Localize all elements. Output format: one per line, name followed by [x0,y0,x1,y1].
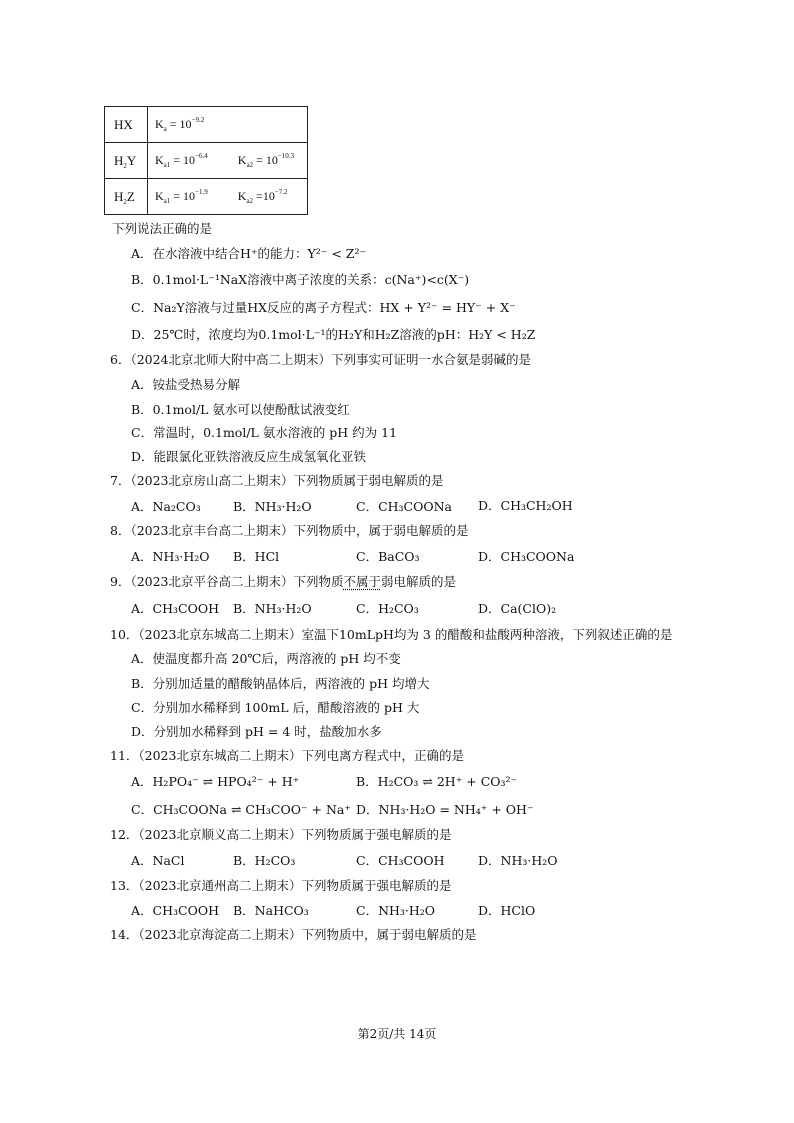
acid-name-hx: HX [105,107,148,143]
question-13-option-c[interactable]: C．NH₃·H₂O [356,903,436,918]
question-9-option-d[interactable]: D．Ca(ClO)₂ [478,601,557,616]
question-13-stem: 13．（2023北京通州高二上期末）下列物质属于强电解质的是 [110,878,452,893]
question-10-option-c[interactable]: C．分别加水稀释到 100mL 后，醋酸溶液的 pH 大 [131,700,420,715]
question-6-option-b[interactable]: B．0.1mol/L 氨水可以使酚酞试液变红 [131,402,350,417]
question-10-option-a[interactable]: A．使温度都升高 20℃后，两溶液的 pH 均不变 [131,651,401,666]
question-11-option-a[interactable]: A．H₂PO₄⁻ ⇌ HPO₄²⁻ + H⁺ [131,774,300,789]
question-12-option-b[interactable]: B．H₂CO₃ [233,853,296,868]
question-13-option-d[interactable]: D．HClO [478,903,536,918]
table-row [105,143,308,179]
question-9-stem-end: 弱电解质的是 [381,574,457,589]
question-12-option-c[interactable]: C．CH₃COOH [356,853,445,868]
question-7-stem: 7．（2023北京房山高二上期末）下列物质属于弱电解质的是 [110,473,444,488]
question-11-stem: 11．（2023北京东城高二上期末）下列电离方程式中，正确的是 [110,748,464,763]
question-12-option-d[interactable]: D．NH₃·H₂O [478,853,558,868]
question-9-stem-start: 9．（2023北京平谷高二上期末）下列物质 [110,574,344,589]
question-7-option-d[interactable]: D．CH₃CH₂OH [478,498,573,513]
question-7-option-b[interactable]: B．NH₃·H₂O [233,499,312,514]
question-12-option-a[interactable]: A．NaCl [131,853,185,868]
question-6-option-d[interactable]: D．能跟氯化亚铁溶液反应生成氢氧化亚铁 [131,449,367,464]
question-9-stem [110,572,456,590]
question-9-option-a[interactable]: A．CH₃COOH [131,601,219,616]
question-10-option-d[interactable]: D．分别加水稀释到 pH = 4 时，盐酸加水多 [131,724,382,739]
table-row [105,179,308,215]
question-14-stem: 14．（2023北京海淀高二上期末）下列物质中，属于弱电解质的是 [110,927,477,942]
question-6-option-a[interactable]: A．铵盐受热易分解 [131,377,241,392]
question-11-option-d[interactable]: D．NH₃·H₂O = NH₄⁺ + OH⁻ [356,802,534,817]
question-8-option-d[interactable]: D．CH₃COONa [478,549,575,564]
question-5-stem: 下列说法正确的是 [112,221,213,236]
acid-constants-hx: $K_a = 10^{-9.2}$ [148,107,308,143]
question-12-stem: 12．（2023北京顺义高二上期末）下列物质属于强电解质的是 [110,827,452,842]
question-5-option-a[interactable]: A．在水溶液中结合H⁺的能力：Y²⁻ < Z²⁻ [131,246,367,261]
question-13-option-b[interactable]: B．NaHCO₃ [233,903,309,918]
question-8-option-c[interactable]: C．BaCO₃ [356,549,420,564]
question-8-stem: 8．（2023北京丰台高二上期末）下列物质中，属于弱电解质的是 [110,523,469,538]
question-10-stem: 10．（2023北京东城高二上期末）室温下10mLpH均为 3 的醋酸和盐酸两种溶液，下列叙述正确的是 [110,627,673,642]
question-13-option-a[interactable]: A．CH₃COOH [131,903,219,918]
question-9-emphasis: 不属于 [343,574,382,589]
question-10-option-b[interactable]: B．分别加适量的醋酸钠晶体后，两溶液的 pH 均增大 [131,676,430,691]
question-5-option-d[interactable]: D．25℃时，浓度均为0.1mol·L⁻¹的H₂Y和H₂Z溶液的pH：H₂Y < H₂Z [131,327,536,342]
question-11-option-c[interactable]: C．CH₃COONa ⇌ CH₃COO⁻ + Na⁺ [131,802,351,817]
question-5-option-c[interactable]: C．Na₂Y溶液与过量HX反应的离子方程式：HX + Y²⁻ = HY⁻ + X⁻ [131,300,516,315]
question-11-option-b[interactable]: B．H₂CO₃ ⇌ 2H⁺ + CO₃²⁻ [356,774,518,789]
table-row [105,107,308,143]
acid-constants-h2y: $K_{a1} = 10^{-6.4}$ $K_{a2} = 10^{-10.3}$ [148,143,308,179]
question-6-stem: 6．（2024北京北师大附中高二上期末）下列事实可证明一水合氨是弱碱的是 [110,352,532,367]
acid-constant-table [104,106,308,215]
question-7-option-c[interactable]: C．CH₃COONa [356,499,452,514]
question-5-option-b[interactable]: B．0.1mol·L⁻¹NaX溶液中离子浓度的关系：c(Na⁺)<c(X⁻) [131,272,470,287]
acid-name-h2z: $H_2Z$ [105,179,148,215]
question-6-option-c[interactable]: C．常温时，0.1mol/L 氨水溶液的 pH 约为 11 [131,425,398,440]
question-9-option-c[interactable]: C．H₂CO₃ [356,601,419,616]
acid-constants-h2z: $K_{a1} = 10^{-1.9}$ $K_{a2} =10^{-7.2}$ [148,179,308,215]
page-number-footer: 第2页/共 14页 [357,1027,437,1041]
question-9-option-b[interactable]: B．NH₃·H₂O [233,601,312,616]
question-8-option-a[interactable]: A．NH₃·H₂O [131,549,210,564]
acid-name-h2y: $H_2Y$ [105,143,148,179]
question-7-option-a[interactable]: A．Na₂CO₃ [131,499,201,514]
question-8-option-b[interactable]: B．HCl [233,549,280,564]
